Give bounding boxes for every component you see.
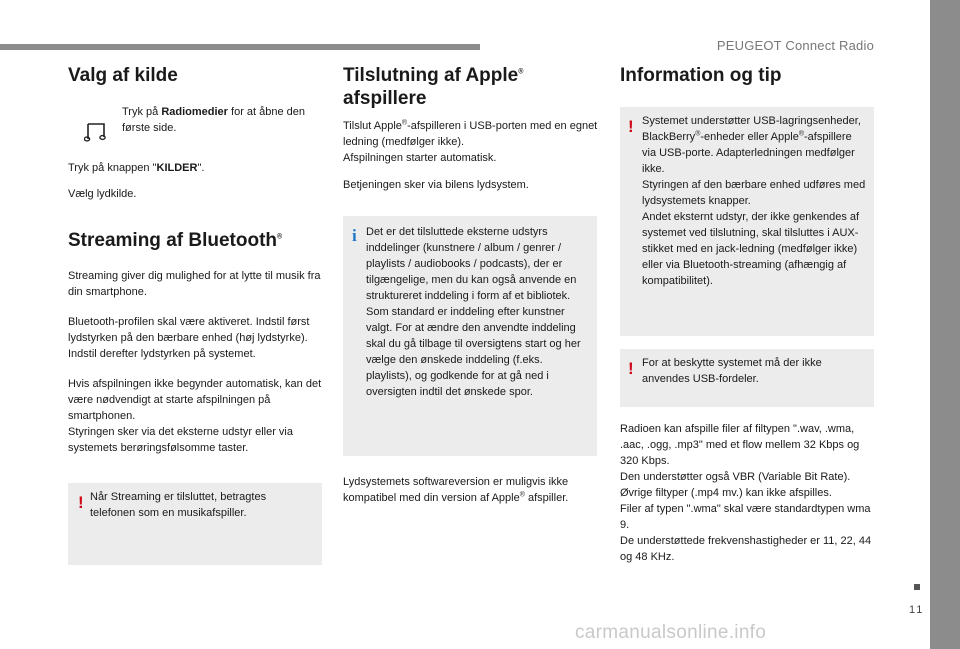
apple-software-note: Lydsystemets softwareversion er muligvis ikke kompatibel med din version af Apple® afspiller.	[343, 476, 569, 504]
bt-controls: Styringen sker via det eksterne udstyr eller via systemets berøringsfølsomme taster.	[68, 426, 293, 454]
column-apple	[343, 64, 599, 506]
step-text: Tryk på Radiomedier for at åbne den første side.	[122, 106, 306, 134]
usb-support-text: Systemet understøtter USB-lagringsenheder, BlackBerry®-enheder eller Apple®-afspillere via USB-porte. Adapterledningen medfølger ikke. Styringen af den bærbare enhed udføres med lydsystemets knapper. Andet eksternt udstyr, der ikke genkendes af systemet ved tilslutning, skal tilsluttes i AUX-stikket med en jack-ledning (medfølger ikke) eller via Bluetooth-streaming (afhængig af kompatibilitet).	[642, 115, 866, 287]
side-bar	[930, 0, 960, 649]
warning-box-usb	[620, 107, 874, 336]
apple-autostart: Afspilningen starter automatisk.	[343, 152, 497, 164]
step-select: Vælg lydkilde.	[68, 188, 137, 200]
warning-box-streaming	[68, 483, 322, 565]
section-title-source: Valg af kilde	[68, 65, 178, 86]
header-bar	[0, 44, 480, 50]
column-source	[68, 64, 328, 565]
warning-text: Når Streaming er tilsluttet, betragtes telefonen som en musikafspiller.	[90, 491, 267, 519]
unsupported-formats: Øvrige filtyper (.mp4 mv.) kan ikke afspilles.	[620, 487, 832, 499]
apple-connect: Tilslut Apple®-afspilleren i USB-porten med en egnet ledning (medfølger ikke).	[343, 119, 598, 148]
frequency-rates: De understøttede frekvenshastigheder er 11, 22, 44 og 48 KHz.	[620, 535, 872, 563]
usb-hub-text: For at beskytte systemet må der ikke anvendes USB-fordeler.	[642, 357, 822, 385]
warning-icon: !	[628, 359, 634, 378]
warning-icon: !	[628, 117, 634, 136]
info-icon: i	[352, 226, 357, 245]
brand-label: PEUGEOT Connect Radio	[716, 38, 874, 53]
bt-intro: Streaming giver dig mulighed for at lytte til musik fra din smartphone.	[68, 270, 321, 298]
file-formats: Radioen kan afspille filer af filtypen ".wav, .wma, .aac, .ogg, .mp3" med et flow mellem 32 Kbps og 320 Kbps.	[620, 423, 860, 467]
step-sources: Tryk på knappen "KILDER".	[68, 162, 205, 174]
warning-box-hub	[620, 349, 874, 407]
column-tips	[620, 64, 878, 565]
bt-volume: Indstil derefter lydstyrken på systemet.	[68, 348, 256, 360]
apple-controls: Betjeningen sker via bilens lydsystem.	[343, 179, 529, 191]
section-title-bluetooth: Streaming af Bluetooth®	[68, 230, 283, 251]
info-box-classification	[343, 216, 597, 456]
watermark: carmanualsonline.info	[575, 622, 767, 643]
bt-autoplay: Hvis afspilningen ikke begynder automatisk, kan det være nødvendigt at starte afspilningen på smartphonen.	[68, 378, 322, 422]
section-title-apple: Tilslutning af Apple® afspillere	[343, 65, 524, 109]
vbr-support: Den understøtter også VBR (Variable Bit Rate).	[620, 471, 851, 483]
info-text: Det er det tilsluttede eksterne udstyrs inddelinger (kunstnere / album / genrer / playlists / audiobooks / podcasts), der er tilgængelige, men du kan også anvende en struktureret inddeling i form af et bibliotek. Som standard er inddeling efter kunstner valgt. For at ændre den anvendte inddeling skal du gå tilbage til oversigtens start og her vælge den ønskede inddeling (f.eks. playlists), og godkende for at gå ned i oversigten indtil det ønskede spor.	[366, 226, 581, 398]
bt-profile: Bluetooth-profilen skal være aktiveret. Indstil først lydstyrken på den bærbare enhed (høj lydstyrke).	[68, 316, 310, 344]
music-note-icon	[84, 122, 106, 142]
page-number: 11	[909, 604, 925, 616]
section-title-tips: Information og tip	[620, 65, 782, 86]
step-radiomedia	[68, 104, 328, 148]
wma-standard: Filer af typen ".wma" skal være standardtypen wma 9.	[620, 503, 871, 531]
warning-icon: !	[78, 493, 84, 512]
page-dot	[914, 584, 920, 590]
